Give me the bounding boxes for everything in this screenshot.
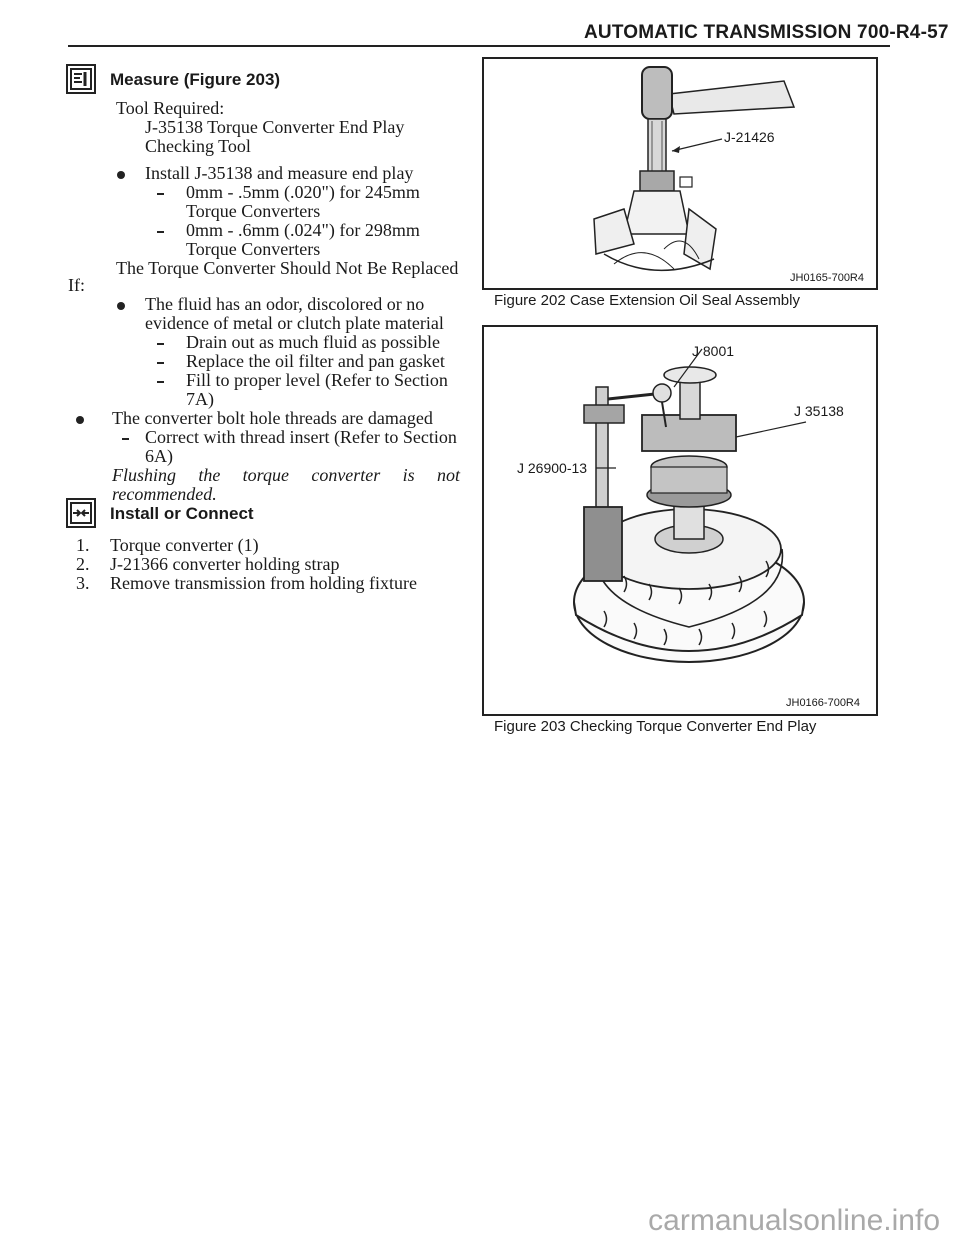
bullet-icon (117, 302, 125, 310)
threads-action: 6A) (145, 446, 173, 466)
callout-label: J-21426 (724, 129, 775, 145)
flushing-word: not (436, 465, 460, 485)
fluid-condition: The fluid has an odor, discolored or no (145, 294, 425, 314)
fluid-action: Drain out as much fluid as possible (186, 332, 440, 352)
install-heading: Install or Connect (110, 504, 254, 523)
spec-line: Torque Converters (186, 201, 321, 221)
end-play-check-illustration (484, 327, 876, 714)
step-number: 2. (76, 554, 90, 574)
figure-id: JH0165-700R4 (790, 272, 864, 284)
dash-icon (157, 381, 164, 383)
measure-icon (66, 64, 96, 94)
install-step: Install J-35138 and measure end play (145, 163, 414, 183)
dash-icon (157, 343, 164, 345)
tool-line: J-35138 Torque Converter End Play (145, 117, 405, 137)
step-text: J-21366 converter holding strap (110, 554, 340, 574)
tool-required-label: Tool Required: (116, 98, 225, 118)
figure-caption: Figure 202 Case Extension Oil Seal Assembly (494, 292, 800, 309)
dash-icon (157, 193, 164, 195)
flushing-word: torque (242, 465, 289, 485)
bullet-icon (76, 416, 84, 424)
watermark: carmanualsonline.info (648, 1204, 940, 1237)
flushing-note: recommended. (112, 484, 217, 504)
page-header: AUTOMATIC TRANSMISSION 700-R4-57 (584, 22, 949, 43)
dash-icon (157, 362, 164, 364)
fluid-condition: evidence of metal or clutch plate material (145, 313, 444, 333)
spec-line: Torque Converters (186, 239, 321, 259)
header-rule (68, 45, 890, 47)
step-number: 3. (76, 573, 90, 593)
figure-id: JH0166-700R4 (786, 697, 860, 709)
bullet-icon (117, 171, 125, 179)
tool-line: Checking Tool (145, 136, 251, 156)
threads-condition: The converter bolt hole threads are damaged (112, 408, 433, 428)
step-text: Remove transmission from holding fixture (110, 573, 417, 593)
dash-icon (122, 438, 129, 440)
flushing-word: is (402, 465, 415, 485)
callout-label: J 8001 (692, 343, 735, 359)
flushing-note (112, 466, 460, 485)
measure-heading: Measure (Figure 203) (110, 70, 281, 89)
figure-203 (482, 325, 878, 716)
step-number: 1. (76, 535, 90, 555)
if-label: If: (68, 275, 85, 295)
flushing-word: the (198, 465, 221, 485)
install-connect-icon (66, 498, 96, 528)
fluid-action: Replace the oil filter and pan gasket (186, 351, 445, 371)
step-text: Torque converter (1) (110, 535, 259, 555)
figure-caption: Figure 203 Checking Torque Converter End Play (494, 718, 817, 735)
fluid-action: Fill to proper level (Refer to Section (186, 370, 448, 390)
flushing-word: converter (311, 465, 381, 485)
not-replaced-statement: The Torque Converter Should Not Be Replaced (116, 258, 459, 278)
flushing-word: Flushing (112, 465, 177, 485)
figure-202 (482, 57, 878, 290)
spec-line: 0mm - .6mm (.024") for 298mm (186, 220, 420, 240)
dash-icon (157, 231, 164, 233)
callout-label: J 35138 (794, 403, 844, 419)
seal-installer-illustration (484, 59, 876, 288)
fluid-action: 7A) (186, 389, 214, 409)
spec-line: 0mm - .5mm (.020") for 245mm (186, 182, 420, 202)
threads-action: Correct with thread insert (Refer to Section (145, 427, 457, 447)
callout-label: J 26900-13 (517, 460, 588, 476)
